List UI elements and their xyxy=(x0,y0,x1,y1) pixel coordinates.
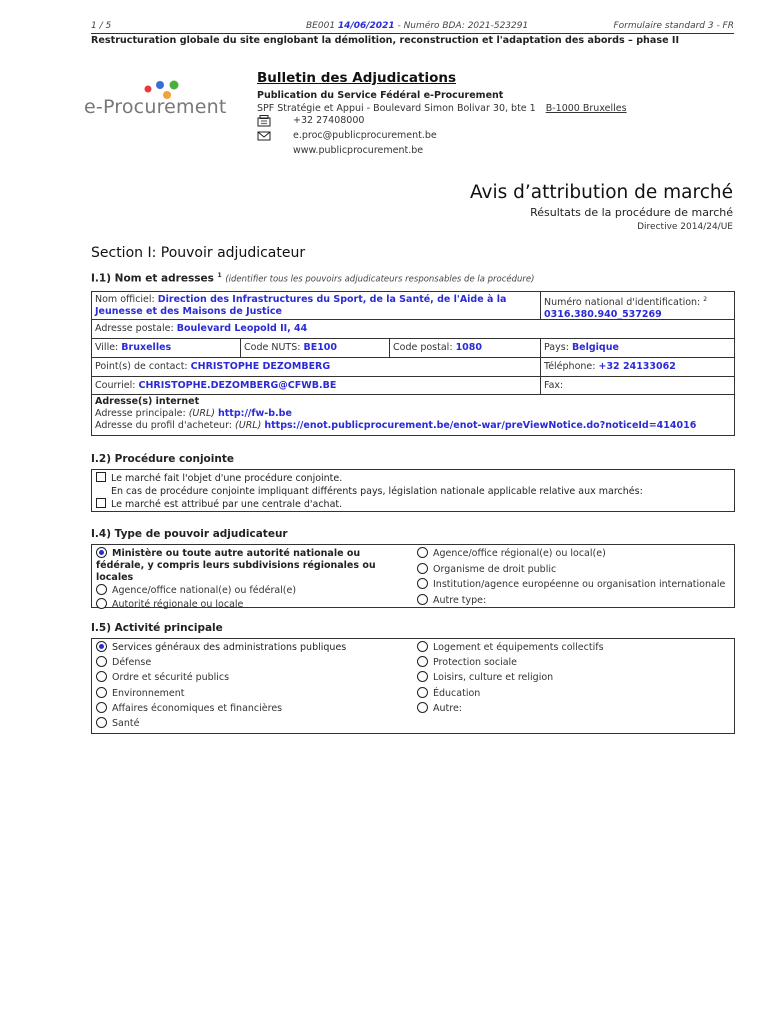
authority-type-option[interactable]: Institution/agence européenne ou organisation internationale xyxy=(417,578,732,594)
bulletin-title: Bulletin des Adjudications xyxy=(257,70,457,86)
bulletin-email-link[interactable]: e.proc@publicprocurement.be xyxy=(293,130,437,141)
authority-type-radio[interactable] xyxy=(96,547,107,558)
i4-heading: I.4) Type de pouvoir adjudicateur xyxy=(91,528,288,540)
buyer-profile-line: Adresse du profil d'acheteur: (URL) https://enot.publicprocurement.be/enot-war/preViewNotice.do?noticeId=414016 xyxy=(95,420,697,431)
authority-type-option[interactable]: Autre type: xyxy=(417,594,732,610)
main-activity-option[interactable]: Loisirs, culture et religion xyxy=(417,671,732,686)
joint-procedure-box xyxy=(91,469,735,512)
bulletin-web-row xyxy=(257,144,737,159)
authority-type-option[interactable]: Ministère ou toute autre autorité nationale ou fédérale, y compris leurs subdivisions régionales ou locales xyxy=(96,548,376,583)
central-purchasing-line: Le marché est attribué par une centrale d'achat. xyxy=(96,498,730,511)
contracting-authority-table xyxy=(91,291,735,436)
authority-type-radio[interactable] xyxy=(96,584,107,595)
nuts-code: BE100 xyxy=(303,342,338,353)
main-address-link[interactable]: http://fw-b.be xyxy=(218,408,292,419)
table-row xyxy=(92,358,734,377)
official-name: Direction des Infrastructures du Sport, de la Santé, de l'Aide à la Jeunesse et des Maisons de Justice xyxy=(95,294,507,317)
city-cell: Ville: Bruxelles xyxy=(92,339,241,357)
envelope-icon xyxy=(257,130,271,142)
joint-procedure-note: En cas de procédure conjointe impliquant différents pays, législation nationale applicable relative aux marchés: xyxy=(111,486,643,497)
country-cell: Pays: Belgique xyxy=(544,342,619,353)
notice-subject: Restructuration globale du site englobant la démolition, reconstruction et l'adaptation des abords – phase II xyxy=(91,33,734,46)
authority-type-option[interactable]: Organisme de droit public xyxy=(417,563,732,579)
bulletin-phone: +32 27408000 xyxy=(293,115,365,126)
authority-type-radio[interactable] xyxy=(417,547,428,558)
section-title: Section I: Pouvoir adjudicateur xyxy=(91,245,306,261)
main-activity-radio[interactable] xyxy=(417,687,428,698)
main-activity-radio[interactable] xyxy=(417,641,428,652)
main-activity-box xyxy=(91,638,735,734)
contact-name: CHRISTOPHE DEZOMBERG xyxy=(190,361,331,372)
bulletin-address: SPF Stratégie et Appui - Boulevard Simon Bolivar 30, bte 1 B-1000 Bruxelles xyxy=(257,103,627,114)
i1-note: (identifier tous les pouvoirs adjudicateurs responsables de la procédure) xyxy=(225,274,535,285)
i2-heading: I.2) Procédure conjointe xyxy=(91,453,234,465)
email-cell: Courriel: CHRISTOPHE.DEZOMBERG@CFWB.BE xyxy=(92,377,541,394)
national-id: 0316.380.940_537269 xyxy=(544,309,662,319)
joint-procedure-checkbox[interactable] xyxy=(96,472,106,482)
main-activity-option[interactable]: Services généraux des administrations publiques xyxy=(96,641,406,656)
internet-label: Adresse(s) internet xyxy=(95,396,200,407)
main-activity-radio[interactable] xyxy=(417,656,428,667)
main-activity-radio[interactable] xyxy=(96,641,107,652)
page-number: 1 / 5 xyxy=(91,21,112,31)
contact-cell: Point(s) de contact: CHRISTOPHE DEZOMBERG xyxy=(92,358,541,376)
authority-type-right-column xyxy=(417,547,732,609)
main-activity-option[interactable]: Environnement xyxy=(96,687,406,702)
contact-phone: +32 24133062 xyxy=(598,361,676,372)
authority-type-left-column xyxy=(96,547,396,612)
nuts-cell: Code NUTS: BE100 xyxy=(241,339,390,357)
i1-heading: I.1) Nom et adresses $^1$ (identifier tous les pouvoirs adjudicateurs responsables de la procédure) xyxy=(91,272,535,285)
authority-type-radio[interactable] xyxy=(96,598,107,609)
main-activity-option[interactable]: Éducation xyxy=(417,687,732,702)
main-activity-radio[interactable] xyxy=(96,702,107,713)
table-row xyxy=(92,320,734,339)
joint-procedure-line: Le marché fait l'objet d'une procédure conjointe. xyxy=(96,472,730,485)
main-activity-radio[interactable] xyxy=(96,687,107,698)
national-id-cell: Numéro national d'identification: $^2$ 0316.380.940_537269 xyxy=(544,296,708,319)
authority-type-option[interactable]: Agence/office régional(e) ou local(e) xyxy=(417,547,732,563)
bulletin-web-link[interactable]: www.publicprocurement.be xyxy=(293,145,424,156)
table-row xyxy=(92,395,734,435)
table-row xyxy=(92,292,734,320)
notice-subtitle: Résultats de la procédure de marché xyxy=(530,206,733,219)
notice-title-block xyxy=(470,182,733,232)
city: Bruxelles xyxy=(121,342,172,353)
table-row xyxy=(92,339,734,358)
postal-code: 1080 xyxy=(455,342,483,353)
main-activity-radio[interactable] xyxy=(417,671,428,682)
phone-cell: Téléphone: +32 24133062 xyxy=(544,361,676,372)
postal-address: Boulevard Leopold II, 44 xyxy=(176,323,308,334)
main-activity-radio[interactable] xyxy=(417,702,428,713)
internet-cell xyxy=(92,395,734,435)
bulletin-block xyxy=(257,70,737,159)
notice-directive: Directive 2014/24/UE xyxy=(637,222,733,232)
main-activity-option[interactable]: Santé xyxy=(96,717,406,732)
logo-text: e-Procurement xyxy=(84,96,227,118)
official-name-cell: Nom officiel: Direction des Infrastructures du Sport, de la Santé, de l'Aide à la Jeunesse et des Maisons de Justice xyxy=(92,292,541,319)
authority-type-radio[interactable] xyxy=(417,594,428,605)
postal-code-cell: Code postal: 1080 xyxy=(390,339,541,357)
main-activity-right-column xyxy=(417,641,732,717)
phone-icon xyxy=(257,115,271,127)
bulletin-phone-row xyxy=(257,114,737,129)
main-activity-option[interactable]: Affaires économiques et financières xyxy=(96,702,406,717)
main-activity-radio[interactable] xyxy=(96,656,107,667)
main-activity-radio[interactable] xyxy=(96,671,107,682)
authority-type-radio[interactable] xyxy=(417,578,428,589)
central-purchasing-checkbox[interactable] xyxy=(96,498,106,508)
buyer-profile-link[interactable]: https://enot.publicprocurement.be/enot-war/preViewNotice.do?noticeId=414016 xyxy=(264,420,697,431)
authority-type-option[interactable]: Autorité régionale ou locale xyxy=(96,598,396,612)
authority-type-box xyxy=(91,544,735,608)
e-procurement-logo xyxy=(84,76,227,126)
bulletin-city-link[interactable]: B-1000 Bruxelles xyxy=(545,103,627,114)
main-activity-option[interactable]: Protection sociale xyxy=(417,656,732,671)
country: Belgique xyxy=(571,342,619,353)
contact-email-link[interactable]: CHRISTOPHE.DEZOMBERG@CFWB.BE xyxy=(138,380,337,391)
fax-cell: Fax: xyxy=(544,380,564,391)
main-activity-option[interactable]: Autre: xyxy=(417,702,732,717)
table-row xyxy=(92,377,734,395)
main-activity-option[interactable]: Défense xyxy=(96,656,406,671)
bulletin-publisher: Publication du Service Fédéral e-Procurement xyxy=(257,90,504,101)
main-activity-option[interactable]: Logement et équipements collectifs xyxy=(417,641,732,656)
main-activity-left-column xyxy=(96,641,406,732)
i5-heading: I.5) Activité principale xyxy=(91,622,223,634)
bulletin-email-row xyxy=(257,129,737,144)
authority-type-radio[interactable] xyxy=(417,563,428,574)
publication-date: 14/06/2021 xyxy=(337,21,395,31)
postal-address-cell: Adresse postale: Boulevard Leopold II, 44 xyxy=(95,323,308,334)
main-activity-option[interactable]: Ordre et sécurité publics xyxy=(96,671,406,686)
form-type: Formulaire standard 3 - FR xyxy=(613,21,734,31)
authority-type-option[interactable]: Agence/office national(e) ou fédéral(e) xyxy=(96,584,396,598)
notice-reference: BE001 14/06/2021 - Numéro BDA: 2021-523291 xyxy=(306,21,529,31)
main-address-line: Adresse principale: (URL) http://fw-b.be xyxy=(95,408,292,419)
main-activity-radio[interactable] xyxy=(96,717,107,728)
notice-title: Avis d’attribution de marché xyxy=(469,182,733,203)
